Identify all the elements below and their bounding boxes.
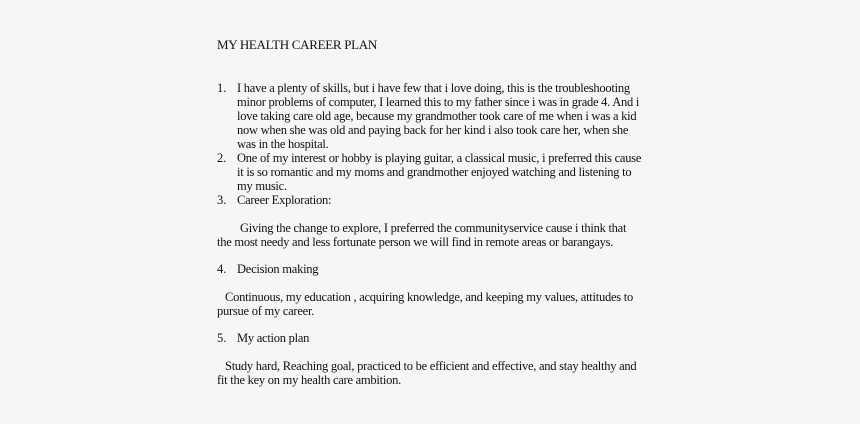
item-5-paragraph-line-2: fit the key on my health care ambition. bbox=[217, 373, 401, 387]
item-1-line-4: now when she was old and paying back for her kind i also took care her, when she bbox=[237, 123, 629, 137]
item-3-heading: Career Exploration: bbox=[237, 193, 332, 207]
item-2-line-2: it is so romantic and my moms and grandmother enjoyed watching and listening to bbox=[237, 165, 632, 179]
list-number-4: 4. bbox=[217, 262, 227, 276]
list-number-2: 2. bbox=[217, 151, 227, 165]
item-5-heading: My action plan bbox=[237, 331, 310, 345]
item-4-heading: Decision making bbox=[237, 262, 319, 276]
list-number-1: 1. bbox=[217, 81, 227, 95]
item-3-paragraph-line-2: the most needy and less fortunate person we will find in remote areas or barangays. bbox=[217, 235, 614, 249]
list-number-5: 5. bbox=[217, 331, 227, 345]
item-1-line-3: love taking care old age, because my grandmother took care of me when i was a kid bbox=[237, 109, 637, 123]
item-5-paragraph-line-1: Study hard, Reaching goal, practiced to be efficient and effective, and stay healthy and bbox=[225, 359, 637, 373]
item-1-line-2: minor problems of computer, I learned this to my father since i was in grade 4. And i bbox=[237, 95, 640, 109]
page-title: MY HEALTH CAREER PLAN bbox=[217, 37, 377, 52]
item-2-line-1: One of my interest or hobby is playing guitar, a classical music, i preferred this cause bbox=[237, 151, 642, 165]
item-1-line-1: I have a plenty of skills, but i have few that i love doing, this is the troubleshooting bbox=[237, 81, 630, 95]
item-4-paragraph-line-1: Continuous, my education , acquiring knowledge, and keeping my values, attitudes to bbox=[225, 290, 633, 304]
item-2-line-3: my music. bbox=[237, 179, 287, 193]
item-1-line-5: was in the hospital. bbox=[237, 137, 329, 151]
item-4-paragraph-line-2: pursue of my career. bbox=[217, 304, 315, 318]
list-number-3: 3. bbox=[217, 193, 227, 207]
item-3-paragraph-line-1: Giving the change to explore, I preferred the communityservice cause i think that bbox=[240, 221, 627, 235]
